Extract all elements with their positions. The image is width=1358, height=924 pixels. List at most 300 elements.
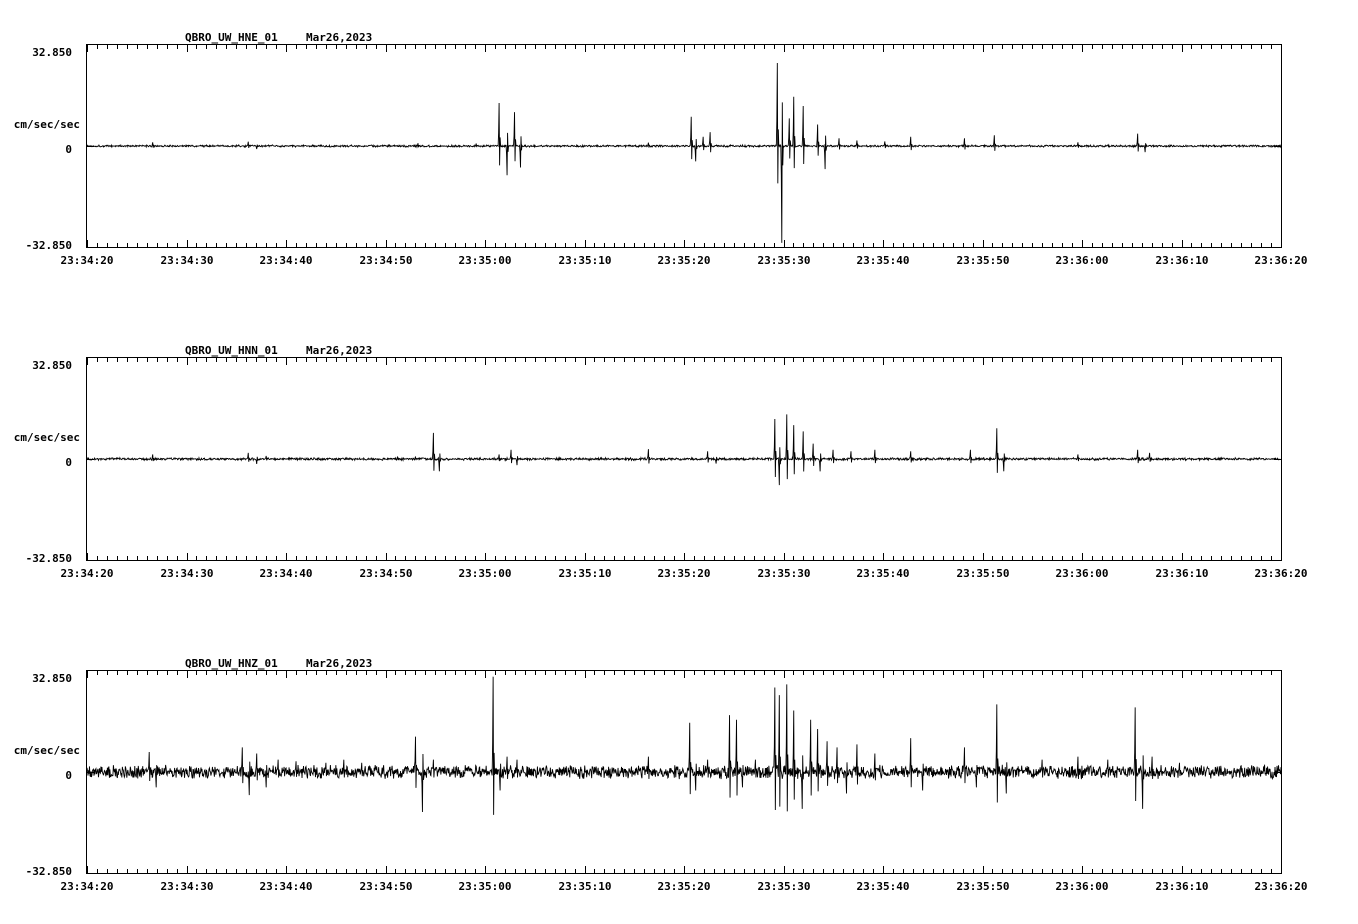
x-tick-mark <box>883 553 884 560</box>
x-minor-tick <box>236 45 237 49</box>
x-minor-tick <box>405 243 406 247</box>
x-minor-tick <box>276 358 277 362</box>
x-minor-tick <box>1092 556 1093 560</box>
x-minor-tick <box>803 556 804 560</box>
x-minor-tick <box>455 358 456 362</box>
x-minor-tick <box>127 869 128 873</box>
x-tick-mark <box>1082 358 1083 365</box>
x-minor-tick <box>137 869 138 873</box>
x-minor-tick <box>236 869 237 873</box>
x-minor-tick <box>674 243 675 247</box>
x-tick-mark <box>784 358 785 365</box>
x-minor-tick <box>296 671 297 675</box>
x-minor-tick <box>933 358 934 362</box>
x-minor-tick <box>366 671 367 675</box>
x-tick-label: 23:34:30 <box>160 254 214 267</box>
x-minor-tick <box>157 556 158 560</box>
x-tick-label: 23:34:30 <box>160 567 214 580</box>
x-minor-tick <box>1022 358 1023 362</box>
x-tick-mark <box>286 358 287 365</box>
ytick-top-2: 32.850 <box>32 672 72 685</box>
x-minor-tick <box>1251 358 1252 362</box>
ylabel-2: cm/sec/sec <box>13 744 80 757</box>
x-minor-tick <box>604 869 605 873</box>
x-minor-tick <box>644 556 645 560</box>
x-tick-mark <box>585 553 586 560</box>
x-minor-tick <box>793 556 794 560</box>
ytick-top-0: 32.850 <box>32 46 72 59</box>
x-tick-mark <box>883 45 884 52</box>
x-minor-tick <box>465 358 466 362</box>
x-minor-tick <box>863 556 864 560</box>
x-minor-tick <box>793 45 794 49</box>
x-minor-tick <box>873 671 874 675</box>
x-minor-tick <box>256 869 257 873</box>
x-tick-label: 23:36:00 <box>1055 880 1109 893</box>
x-minor-tick <box>256 243 257 247</box>
x-minor-tick <box>1032 45 1033 49</box>
x-minor-tick <box>535 358 536 362</box>
x-minor-tick <box>1002 869 1003 873</box>
x-tick-mark <box>684 866 685 873</box>
x-minor-tick <box>634 869 635 873</box>
x-minor-tick <box>206 358 207 362</box>
x-tick-mark <box>784 240 785 247</box>
x-minor-tick <box>764 671 765 675</box>
x-minor-tick <box>206 869 207 873</box>
x-minor-tick <box>893 358 894 362</box>
x-minor-tick <box>425 243 426 247</box>
x-tick-mark <box>485 671 486 678</box>
x-minor-tick <box>435 243 436 247</box>
x-minor-tick <box>535 869 536 873</box>
x-minor-tick <box>196 869 197 873</box>
x-minor-tick <box>535 556 536 560</box>
x-minor-tick <box>435 45 436 49</box>
x-tick-mark <box>386 553 387 560</box>
x-minor-tick <box>803 869 804 873</box>
ytick-bot-1: -32.850 <box>25 552 72 565</box>
x-minor-tick <box>774 869 775 873</box>
x-minor-tick <box>873 358 874 362</box>
x-minor-tick <box>1062 671 1063 675</box>
x-minor-tick <box>714 671 715 675</box>
x-tick-label: 23:35:40 <box>856 567 910 580</box>
x-minor-tick <box>137 671 138 675</box>
x-minor-tick <box>535 243 536 247</box>
x-tick-mark <box>684 358 685 365</box>
x-minor-tick <box>714 358 715 362</box>
x-minor-tick <box>1022 671 1023 675</box>
x-minor-tick <box>803 243 804 247</box>
x-minor-tick <box>545 556 546 560</box>
panel-date-2: Mar26,2023 <box>306 657 373 670</box>
x-minor-tick <box>1201 45 1202 49</box>
x-minor-tick <box>1162 671 1163 675</box>
x-minor-tick <box>614 556 615 560</box>
x-tick-mark <box>286 866 287 873</box>
x-minor-tick <box>704 243 705 247</box>
x-minor-tick <box>913 243 914 247</box>
x-minor-tick <box>644 358 645 362</box>
x-minor-tick <box>216 243 217 247</box>
x-tick-label: 23:36:10 <box>1155 254 1209 267</box>
x-tick-mark <box>983 358 984 365</box>
x-minor-tick <box>117 45 118 49</box>
x-minor-tick <box>823 45 824 49</box>
x-minor-tick <box>803 671 804 675</box>
x-minor-tick <box>754 45 755 49</box>
x-minor-tick <box>1261 671 1262 675</box>
x-minor-tick <box>306 243 307 247</box>
x-minor-tick <box>296 869 297 873</box>
x-minor-tick <box>1102 358 1103 362</box>
x-minor-tick <box>515 243 516 247</box>
x-minor-tick <box>356 869 357 873</box>
x-minor-tick <box>734 358 735 362</box>
x-minor-tick <box>1012 556 1013 560</box>
x-minor-tick <box>714 243 715 247</box>
x-minor-tick <box>594 358 595 362</box>
x-minor-tick <box>1251 869 1252 873</box>
x-minor-tick <box>664 243 665 247</box>
x-minor-tick <box>943 358 944 362</box>
x-minor-tick <box>624 358 625 362</box>
x-minor-tick <box>127 45 128 49</box>
x-minor-tick <box>992 869 993 873</box>
x-minor-tick <box>1221 243 1222 247</box>
x-minor-tick <box>1211 671 1212 675</box>
x-minor-tick <box>1122 556 1123 560</box>
x-minor-tick <box>714 556 715 560</box>
x-minor-tick <box>1191 45 1192 49</box>
x-minor-tick <box>614 671 615 675</box>
x-minor-tick <box>346 243 347 247</box>
x-minor-tick <box>943 45 944 49</box>
x-minor-tick <box>316 556 317 560</box>
x-minor-tick <box>1271 45 1272 49</box>
ytick-mid-1: 0 <box>65 456 72 469</box>
x-minor-tick <box>1201 671 1202 675</box>
x-minor-tick <box>774 358 775 362</box>
x-minor-tick <box>346 556 347 560</box>
x-minor-tick <box>127 671 128 675</box>
x-tick-mark <box>386 671 387 678</box>
x-minor-tick <box>694 358 695 362</box>
x-tick-mark <box>883 358 884 365</box>
x-minor-tick <box>236 556 237 560</box>
x-minor-tick <box>803 358 804 362</box>
x-minor-tick <box>256 358 257 362</box>
x-minor-tick <box>455 869 456 873</box>
x-tick-mark <box>585 671 586 678</box>
plot-area-1[interactable] <box>86 357 1282 561</box>
x-minor-tick <box>1012 671 1013 675</box>
x-minor-tick <box>465 45 466 49</box>
x-minor-tick <box>714 869 715 873</box>
x-minor-tick <box>157 243 158 247</box>
plot-area-0[interactable] <box>86 44 1282 248</box>
x-minor-tick <box>1112 869 1113 873</box>
x-minor-tick <box>1012 358 1013 362</box>
x-tick-mark <box>485 866 486 873</box>
y-tick-mark <box>1274 772 1281 773</box>
x-minor-tick <box>117 556 118 560</box>
x-minor-tick <box>1042 869 1043 873</box>
x-minor-tick <box>1221 358 1222 362</box>
x-minor-tick <box>973 671 974 675</box>
x-minor-tick <box>1162 358 1163 362</box>
x-minor-tick <box>177 358 178 362</box>
x-minor-tick <box>863 45 864 49</box>
x-tick-label: 23:34:20 <box>60 880 114 893</box>
x-minor-tick <box>366 358 367 362</box>
x-minor-tick <box>813 243 814 247</box>
x-tick-mark <box>386 866 387 873</box>
x-minor-tick <box>147 869 148 873</box>
x-minor-tick <box>236 671 237 675</box>
x-minor-tick <box>266 243 267 247</box>
panel-title-0: QBRO_UW_HNE_01 <box>185 31 278 44</box>
x-minor-tick <box>774 556 775 560</box>
x-minor-tick <box>793 869 794 873</box>
x-tick-mark <box>1182 358 1183 365</box>
x-minor-tick <box>734 45 735 49</box>
x-minor-tick <box>823 358 824 362</box>
x-minor-tick <box>654 243 655 247</box>
x-minor-tick <box>1221 671 1222 675</box>
x-minor-tick <box>525 358 526 362</box>
x-tick-label: 23:34:50 <box>359 880 413 893</box>
x-minor-tick <box>525 45 526 49</box>
x-minor-tick <box>1271 243 1272 247</box>
x-minor-tick <box>1072 671 1073 675</box>
x-minor-tick <box>1172 671 1173 675</box>
x-tick-mark <box>983 866 984 873</box>
x-minor-tick <box>963 45 964 49</box>
x-minor-tick <box>764 556 765 560</box>
x-minor-tick <box>555 556 556 560</box>
x-minor-tick <box>893 45 894 49</box>
x-minor-tick <box>216 45 217 49</box>
x-minor-tick <box>754 243 755 247</box>
x-minor-tick <box>276 869 277 873</box>
x-minor-tick <box>594 869 595 873</box>
x-minor-tick <box>206 45 207 49</box>
x-minor-tick <box>933 556 934 560</box>
x-minor-tick <box>903 869 904 873</box>
x-minor-tick <box>1002 671 1003 675</box>
waveform-trace-2 <box>87 671 1281 873</box>
x-minor-tick <box>376 358 377 362</box>
panel-date-1: Mar26,2023 <box>306 344 373 357</box>
x-minor-tick <box>1132 45 1133 49</box>
x-minor-tick <box>177 45 178 49</box>
x-minor-tick <box>97 556 98 560</box>
x-minor-tick <box>495 243 496 247</box>
x-tick-mark <box>983 45 984 52</box>
x-tick-mark <box>1281 240 1282 247</box>
x-tick-mark <box>1082 671 1083 678</box>
x-minor-tick <box>555 671 556 675</box>
x-minor-tick <box>246 45 247 49</box>
x-tick-label: 23:35:00 <box>458 567 512 580</box>
x-minor-tick <box>973 869 974 873</box>
x-minor-tick <box>704 869 705 873</box>
x-minor-tick <box>1241 358 1242 362</box>
x-minor-tick <box>833 243 834 247</box>
x-tick-mark <box>1182 240 1183 247</box>
x-minor-tick <box>1122 45 1123 49</box>
x-minor-tick <box>475 869 476 873</box>
x-minor-tick <box>664 45 665 49</box>
x-minor-tick <box>1042 358 1043 362</box>
x-minor-tick <box>147 45 148 49</box>
plot-area-2[interactable] <box>86 670 1282 874</box>
x-minor-tick <box>1241 45 1242 49</box>
x-minor-tick <box>316 243 317 247</box>
x-minor-tick <box>1052 243 1053 247</box>
x-minor-tick <box>1172 243 1173 247</box>
x-minor-tick <box>843 556 844 560</box>
x-minor-tick <box>873 243 874 247</box>
x-minor-tick <box>1112 358 1113 362</box>
x-minor-tick <box>137 556 138 560</box>
x-minor-tick <box>326 556 327 560</box>
x-minor-tick <box>206 671 207 675</box>
x-minor-tick <box>455 243 456 247</box>
x-minor-tick <box>953 671 954 675</box>
x-minor-tick <box>1072 869 1073 873</box>
x-minor-tick <box>754 869 755 873</box>
x-minor-tick <box>306 869 307 873</box>
x-minor-tick <box>1102 869 1103 873</box>
x-minor-tick <box>1112 243 1113 247</box>
x-minor-tick <box>1052 869 1053 873</box>
x-minor-tick <box>376 869 377 873</box>
x-minor-tick <box>196 671 197 675</box>
x-minor-tick <box>803 45 804 49</box>
x-minor-tick <box>395 671 396 675</box>
x-minor-tick <box>157 869 158 873</box>
x-minor-tick <box>1191 358 1192 362</box>
x-minor-tick <box>306 556 307 560</box>
x-tick-mark <box>684 45 685 52</box>
x-minor-tick <box>465 869 466 873</box>
x-minor-tick <box>1032 671 1033 675</box>
ytick-bot-2: -32.850 <box>25 865 72 878</box>
x-minor-tick <box>943 869 944 873</box>
x-minor-tick <box>744 358 745 362</box>
x-minor-tick <box>764 45 765 49</box>
x-minor-tick <box>395 243 396 247</box>
x-minor-tick <box>1132 556 1133 560</box>
x-tick-mark <box>1182 866 1183 873</box>
x-minor-tick <box>97 243 98 247</box>
x-minor-tick <box>565 358 566 362</box>
x-minor-tick <box>973 243 974 247</box>
x-minor-tick <box>515 869 516 873</box>
x-minor-tick <box>1231 556 1232 560</box>
x-minor-tick <box>316 358 317 362</box>
x-minor-tick <box>346 45 347 49</box>
x-minor-tick <box>724 869 725 873</box>
x-minor-tick <box>455 45 456 49</box>
x-minor-tick <box>356 45 357 49</box>
x-tick-mark <box>1082 45 1083 52</box>
ylabel-0: cm/sec/sec <box>13 118 80 131</box>
x-minor-tick <box>505 358 506 362</box>
x-minor-tick <box>415 243 416 247</box>
x-tick-mark <box>386 45 387 52</box>
x-minor-tick <box>545 358 546 362</box>
x-minor-tick <box>604 556 605 560</box>
x-minor-tick <box>813 671 814 675</box>
x-minor-tick <box>435 671 436 675</box>
x-minor-tick <box>445 869 446 873</box>
x-minor-tick <box>445 556 446 560</box>
x-minor-tick <box>1032 243 1033 247</box>
x-minor-tick <box>863 671 864 675</box>
x-minor-tick <box>1191 671 1192 675</box>
x-minor-tick <box>704 556 705 560</box>
x-minor-tick <box>1022 45 1023 49</box>
x-minor-tick <box>167 45 168 49</box>
x-minor-tick <box>545 869 546 873</box>
x-minor-tick <box>923 45 924 49</box>
x-minor-tick <box>356 671 357 675</box>
x-minor-tick <box>1062 869 1063 873</box>
x-minor-tick <box>316 45 317 49</box>
x-minor-tick <box>953 869 954 873</box>
x-minor-tick <box>963 671 964 675</box>
x-minor-tick <box>1032 556 1033 560</box>
x-minor-tick <box>873 45 874 49</box>
x-minor-tick <box>1162 869 1163 873</box>
x-tick-mark <box>286 553 287 560</box>
x-tick-mark <box>286 671 287 678</box>
x-minor-tick <box>992 358 993 362</box>
x-minor-tick <box>674 556 675 560</box>
x-minor-tick <box>137 243 138 247</box>
ylabel-1: cm/sec/sec <box>13 431 80 444</box>
x-minor-tick <box>594 671 595 675</box>
x-minor-tick <box>336 243 337 247</box>
x-minor-tick <box>833 671 834 675</box>
x-minor-tick <box>744 556 745 560</box>
x-minor-tick <box>1062 358 1063 362</box>
x-minor-tick <box>1092 358 1093 362</box>
x-minor-tick <box>694 556 695 560</box>
x-minor-tick <box>555 45 556 49</box>
x-minor-tick <box>535 45 536 49</box>
x-minor-tick <box>575 556 576 560</box>
x-minor-tick <box>575 671 576 675</box>
x-minor-tick <box>614 869 615 873</box>
x-minor-tick <box>196 556 197 560</box>
x-tick-label: 23:35:00 <box>458 880 512 893</box>
x-minor-tick <box>1142 243 1143 247</box>
x-minor-tick <box>306 671 307 675</box>
x-minor-tick <box>1261 45 1262 49</box>
x-minor-tick <box>425 358 426 362</box>
x-minor-tick <box>1152 45 1153 49</box>
x-minor-tick <box>624 671 625 675</box>
x-minor-tick <box>624 45 625 49</box>
x-minor-tick <box>1122 358 1123 362</box>
x-minor-tick <box>356 556 357 560</box>
x-minor-tick <box>495 45 496 49</box>
